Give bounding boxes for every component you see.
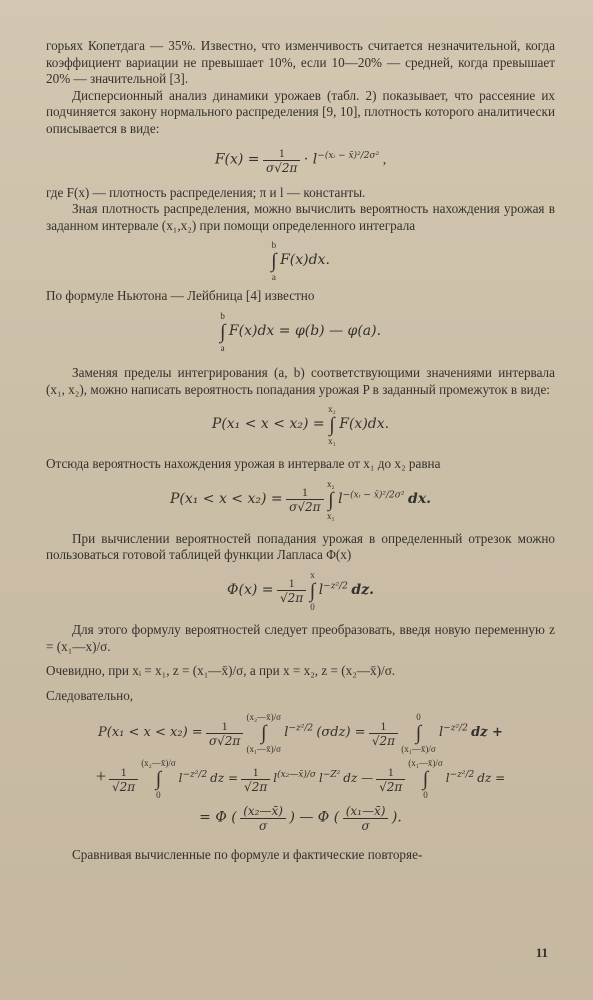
denominator: √2π: [112, 779, 136, 794]
lower-limit: (x₁—x̄)/σ: [401, 744, 436, 755]
formula-term: ) — Φ (: [289, 810, 340, 826]
denominator: σ√2π: [208, 733, 241, 748]
paragraph-5: Заменяя пределы интегрирования (a, b) соответствующими значениями интервала (x₁, x₂), можно написать вероятность попадания урожая P в заданный промежуток в виде:: [46, 364, 555, 397]
denominator: √2π: [371, 733, 395, 748]
paragraph-6: Отсюда вероятность нахождения урожая в интервале от x₁ до x₂ равна: [46, 456, 441, 472]
upper-limit: b: [271, 240, 277, 251]
upper-limit: x₂: [327, 478, 335, 489]
upper-limit: b: [220, 310, 225, 321]
lower-limit: 0: [423, 790, 428, 801]
fraction: [369, 719, 398, 748]
integral-sign: x ∫ 0: [309, 569, 316, 612]
formula-derivation-line-1: [46, 712, 555, 754]
fraction: [206, 719, 243, 748]
fraction: [277, 576, 306, 605]
lower-limit: a: [271, 272, 276, 283]
numerator: 1: [263, 146, 300, 161]
denominator: σ: [258, 819, 268, 834]
fraction: [240, 804, 286, 833]
formula-lhs: P(x₁ < x < x₂) =: [169, 490, 283, 507]
formula-term: l: [284, 725, 289, 741]
upper-limit: (x₂—x̄)/σ: [246, 712, 282, 723]
numerator: 1: [286, 485, 323, 500]
integrand: F(x)dx = φ(b) — φ(a).: [228, 323, 382, 340]
denominator: √2π: [244, 779, 268, 794]
formula-end: ,: [382, 152, 387, 168]
upper-limit: (x₁—x̄)/σ: [408, 758, 443, 769]
paragraph-8: Для этого формулу вероятностей следует преобразовать, введя новую переменную z = (x₁—x)/σ.: [46, 621, 555, 654]
fraction: [263, 146, 300, 175]
exponent: −z²/2: [182, 770, 208, 781]
exponent: −(xᵢ − x̄)²/2σ²: [317, 150, 380, 161]
lower-limit: (x₁—x̄)/σ: [246, 744, 282, 755]
exponent: −z²/2: [449, 770, 475, 781]
plus-sign: +: [95, 766, 107, 787]
exponent: −(xᵢ − x̄)²/2σ²: [342, 490, 405, 501]
formula-lhs: P(x₁ < x < x₂) =: [98, 725, 203, 741]
integral-sign: 0 ∫ (x₁—x̄)/σ: [401, 712, 436, 755]
formula-term: l: [273, 771, 278, 786]
formula-integral: [46, 240, 555, 282]
denominator: σ: [361, 819, 370, 834]
numerator: 1: [369, 719, 398, 734]
exponent: −z²/2: [323, 581, 348, 592]
fraction: [286, 485, 323, 514]
formula-lhs: P(x₁ < x < x₂) =: [211, 416, 325, 433]
formula-density: [46, 146, 555, 175]
page-number: 11: [535, 945, 548, 960]
denominator: σ√2π: [266, 160, 298, 175]
formula-term: dz —: [343, 771, 374, 786]
numerator: (x₂—x̄): [240, 804, 286, 819]
integral-sign: b ∫ a: [271, 240, 277, 283]
upper-limit: x₂: [328, 404, 336, 415]
numerator: 1: [241, 765, 270, 780]
formula-term: (σdz) =: [316, 725, 366, 741]
paragraph-3: Зная плотность распределения, можно вычислить вероятность нахождения урожая в заданном интервале (x₁,x₂) при помощи определенного интеграла: [46, 201, 555, 233]
formula-end: dz +: [471, 725, 503, 741]
numerator: 1: [376, 765, 405, 780]
paragraph-11: Сравнивая вычисленные по формуле и фактические повторяе-: [72, 847, 423, 863]
paragraph-1: Дисперсионный анализ динамики урожаев (табл. 2) показывает, что рассеяние их подчиняется закону нормального распределения [9, 10], плотность которого аналитически описывается в виде:: [46, 87, 555, 136]
paragraph-4: По формуле Ньютона — Лейбница [4] известно: [46, 288, 315, 304]
lower-limit: x₁: [328, 436, 336, 447]
paragraph-7: При вычислении вероятностей попадания урожая в определенный отрезок можно пользоваться готовой таблицей функции Лапласа Φ(x): [46, 530, 555, 563]
numerator: 1: [109, 765, 138, 780]
formula-end: ).: [391, 810, 402, 826]
formula-term: l: [319, 771, 323, 786]
formula-newton-leibniz: [46, 311, 555, 353]
upper-limit: (x₂—x̄)/σ: [141, 758, 176, 769]
denominator: √2π: [280, 591, 304, 606]
exponent: −Z²: [322, 770, 341, 781]
formula-term: l: [178, 771, 183, 786]
exponent: −z²/2: [443, 723, 468, 734]
formula-density-lhs: F(x) =: [214, 151, 260, 168]
fraction: [343, 804, 389, 833]
integrand: F(x)dx.: [280, 252, 330, 269]
lower-limit: 0: [156, 790, 161, 801]
integral-sign: (x₂—x̄)/σ ∫ 0: [141, 758, 176, 801]
formula-end: dz =: [477, 771, 506, 786]
integral-sign: x₂ ∫ x₁: [327, 478, 335, 521]
formula-probability: [46, 404, 555, 446]
numerator: 1: [277, 576, 306, 591]
integral-sign: (x₂—x̄)/σ ∫ (x₁—x̄)/σ: [246, 712, 282, 755]
formula-derivation-line-3: [46, 804, 555, 833]
formula-laplace: [46, 570, 555, 612]
exponent: (x₂—x̄)/σ: [277, 770, 317, 781]
paragraph-2: где F(x) — плотность распределения; π и l — константы.: [46, 184, 366, 200]
formula-term: · l: [303, 151, 318, 168]
denominator: σ√2π: [289, 500, 321, 515]
formula-derivation-line-2: [46, 758, 555, 800]
formula-term: l: [438, 725, 444, 741]
integrand: F(x)dx.: [339, 416, 390, 433]
lower-limit: x₁: [327, 510, 335, 521]
fraction: [109, 765, 138, 794]
formula-term: l: [318, 582, 324, 599]
paragraph-10: Следовательно,: [46, 687, 134, 703]
lower-limit: 0: [310, 601, 315, 612]
formula-probability-normal: [46, 479, 555, 521]
numerator: (x₁—x̄): [343, 804, 389, 819]
integral-sign: b ∫ a: [219, 310, 226, 353]
formula-term: dz =: [210, 771, 239, 786]
paragraph-9: Очевидно, при xᵢ = x₁, z = (x₁—x̄)/σ, а при x = x₂, z = (x₂—x̄)/σ.: [46, 663, 396, 679]
formula-term: = Φ (: [199, 810, 237, 826]
upper-limit: x: [310, 569, 315, 580]
fraction: [241, 765, 270, 794]
lower-limit: a: [220, 342, 225, 353]
formula-lhs: Φ(x) =: [227, 582, 274, 599]
integral-sign: x₂ ∫ x₁: [328, 404, 336, 447]
formula-end: dz.: [351, 582, 374, 599]
upper-limit: 0: [416, 712, 421, 723]
paragraph-0: горьях Копетдага — 35%. Известно, что изменчивость считается незначительной, когда коэффициент вариации не превышает 10%, если 10—20% — средней, когда превышает 20% — значительной [3].: [46, 38, 555, 87]
denominator: √2π: [379, 779, 403, 794]
exponent: −z²/2: [288, 723, 314, 734]
formula-term: l: [445, 771, 450, 786]
fraction: [376, 765, 405, 794]
formula-term: l: [338, 490, 343, 507]
numerator: 1: [206, 719, 243, 734]
formula-end: dx.: [408, 490, 432, 507]
integral-sign: (x₁—x̄)/σ ∫ 0: [408, 758, 443, 801]
